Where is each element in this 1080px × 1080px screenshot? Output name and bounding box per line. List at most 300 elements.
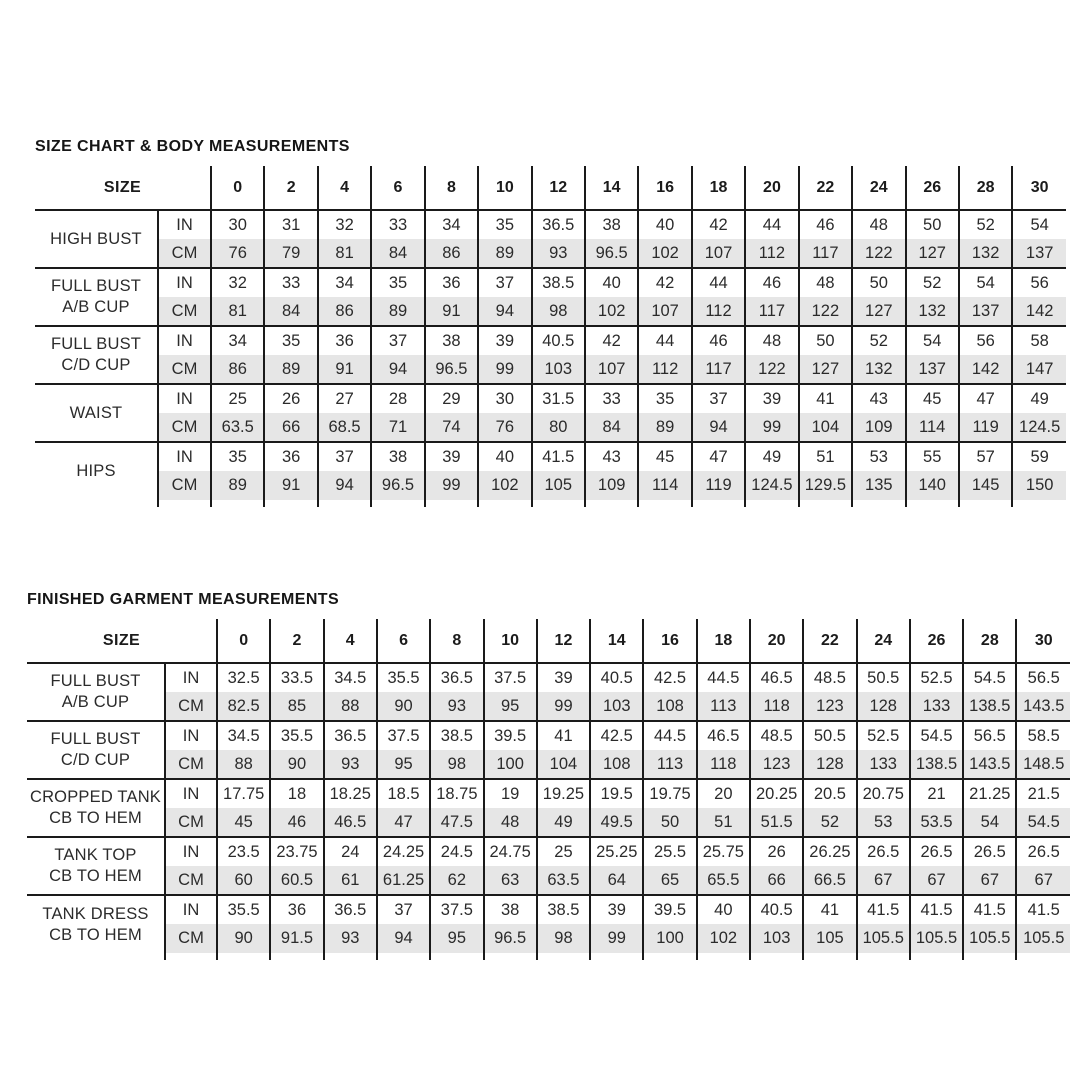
value-cell-in: 39.5: [643, 895, 696, 924]
value-cell-cm: 145: [959, 471, 1012, 500]
value-cell-in: 50.5: [857, 663, 910, 692]
value-cell-cm: 49.5: [590, 808, 643, 837]
unit-label-cm: CM: [158, 239, 211, 268]
value-cell-cm: 113: [697, 692, 750, 721]
value-cell-in: 43: [585, 442, 638, 471]
value-cell-cm: 46: [270, 808, 323, 837]
value-cell-cm: 89: [638, 413, 691, 442]
value-cell-cm: 132: [959, 239, 1012, 268]
value-cell-in: 56: [959, 326, 1012, 355]
value-cell-cm: 47.5: [430, 808, 483, 837]
value-cell-in: 46: [799, 210, 852, 239]
value-cell-cm: 93: [430, 692, 483, 721]
measurement-label-line: WAIST: [69, 403, 123, 422]
value-cell-in: 40.5: [590, 663, 643, 692]
value-cell-in: 38: [585, 210, 638, 239]
value-cell-cm: 98: [532, 297, 585, 326]
value-cell-in: 36: [318, 326, 371, 355]
value-cell-cm: 64: [590, 866, 643, 895]
value-cell-in: 37: [692, 384, 745, 413]
measurement-row-cm: [27, 750, 1070, 779]
value-cell-in: 38: [425, 326, 478, 355]
size-column-header: 28: [963, 619, 1016, 663]
value-cell-cm: 99: [537, 692, 590, 721]
value-cell-in: 33.5: [270, 663, 323, 692]
value-cell-in: 34: [211, 326, 264, 355]
value-cell-cm: 74: [425, 413, 478, 442]
value-cell-cm: 148.5: [1016, 750, 1070, 779]
value-cell-cm: 46.5: [324, 808, 377, 837]
measurement-label-line: C/D CUP: [60, 751, 131, 769]
value-cell-cm: 102: [638, 239, 691, 268]
value-cell-in: 50: [852, 268, 905, 297]
value-cell-in: 37: [318, 442, 371, 471]
size-column-header: 10: [484, 619, 537, 663]
value-cell-cm: 86: [318, 297, 371, 326]
tail-spacer: [27, 953, 165, 960]
value-cell-in: 48.5: [803, 663, 856, 692]
unit-label-cm: CM: [158, 471, 211, 500]
size-column-header: 20: [750, 619, 803, 663]
value-cell-cm: 107: [585, 355, 638, 384]
value-cell-cm: 128: [803, 750, 856, 779]
value-cell-cm: 108: [643, 692, 696, 721]
size-column-header: 16: [643, 619, 696, 663]
tail-rule: [264, 500, 317, 507]
size-column-header: 2: [270, 619, 323, 663]
size-column-header: 30: [1012, 166, 1066, 210]
value-cell-in: 41: [537, 721, 590, 750]
value-cell-cm: 108: [590, 750, 643, 779]
measurement-label: [35, 442, 158, 500]
value-cell-cm: 112: [745, 239, 798, 268]
tail-rule: [963, 953, 1016, 960]
tail-rule: [371, 500, 424, 507]
measurement-label-line: CB TO HEM: [49, 867, 142, 885]
value-cell-in: 24.5: [430, 837, 483, 866]
size-column-header: 8: [430, 619, 483, 663]
value-cell-in: 55: [906, 442, 959, 471]
value-cell-in: 49: [745, 442, 798, 471]
value-cell-in: 41.5: [532, 442, 585, 471]
value-cell-in: 46.5: [697, 721, 750, 750]
value-cell-cm: 94: [692, 413, 745, 442]
tail-rule: [803, 953, 856, 960]
value-cell-cm: 142: [1012, 297, 1066, 326]
value-cell-cm: 129.5: [799, 471, 852, 500]
value-cell-in: 40: [638, 210, 691, 239]
value-cell-in: 29: [425, 384, 478, 413]
value-cell-cm: 98: [537, 924, 590, 953]
value-cell-cm: 84: [371, 239, 424, 268]
unit-label-cm: CM: [158, 413, 211, 442]
value-cell-in: 56.5: [963, 721, 1016, 750]
value-cell-cm: 127: [852, 297, 905, 326]
measurement-row-in: [35, 442, 1066, 471]
measurement-label-line: A/B CUP: [62, 298, 130, 316]
value-cell-cm: 96.5: [484, 924, 537, 953]
size-header-row: [27, 619, 1070, 663]
value-cell-in: 38: [484, 895, 537, 924]
size-column-header: 24: [857, 619, 910, 663]
unit-label-cm: CM: [158, 297, 211, 326]
value-cell-in: 18.5: [377, 779, 430, 808]
value-cell-cm: 102: [478, 471, 531, 500]
value-cell-in: 25.75: [697, 837, 750, 866]
value-cell-in: 21.25: [963, 779, 1016, 808]
size-column-header: 30: [1016, 619, 1070, 663]
measurement-label-line: TANK DRESS: [42, 904, 149, 923]
value-cell-cm: 89: [264, 355, 317, 384]
tail-rule: [318, 500, 371, 507]
value-cell-cm: 81: [318, 239, 371, 268]
tail-rule: [906, 500, 959, 507]
value-cell-cm: 94: [377, 924, 430, 953]
value-cell-cm: 113: [643, 750, 696, 779]
measurement-label-line: FULL BUST: [50, 730, 141, 749]
value-cell-cm: 118: [697, 750, 750, 779]
value-cell-in: 34: [425, 210, 478, 239]
value-cell-cm: 51: [697, 808, 750, 837]
value-cell-in: 25.25: [590, 837, 643, 866]
value-cell-in: 26.5: [910, 837, 963, 866]
tail-rule: [217, 953, 270, 960]
value-cell-in: 19.25: [537, 779, 590, 808]
value-cell-cm: 91: [425, 297, 478, 326]
value-cell-in: 59: [1012, 442, 1066, 471]
value-cell-cm: 54.5: [1016, 808, 1070, 837]
value-cell-cm: 93: [324, 750, 377, 779]
value-cell-cm: 132: [852, 355, 905, 384]
unit-label-cm: CM: [165, 750, 217, 779]
value-cell-cm: 105.5: [963, 924, 1016, 953]
value-cell-in: 52: [852, 326, 905, 355]
value-cell-cm: 93: [532, 239, 585, 268]
value-cell-cm: 47: [377, 808, 430, 837]
value-cell-in: 39: [537, 663, 590, 692]
value-cell-cm: 90: [377, 692, 430, 721]
body-measurements-table: [35, 166, 1066, 507]
value-cell-in: 19.75: [643, 779, 696, 808]
value-cell-cm: 102: [697, 924, 750, 953]
tail-rule: [211, 500, 264, 507]
value-cell-in: 36: [425, 268, 478, 297]
value-cell-in: 53: [852, 442, 905, 471]
value-cell-in: 40.5: [532, 326, 585, 355]
unit-label-cm: CM: [165, 924, 217, 953]
measurement-row-cm: [27, 692, 1070, 721]
body-measurements-section: [35, 138, 1066, 507]
value-cell-in: 47: [959, 384, 1012, 413]
value-cell-in: 32: [318, 210, 371, 239]
value-cell-cm: 123: [750, 750, 803, 779]
value-cell-in: 37: [371, 326, 424, 355]
tail-rule: [692, 500, 745, 507]
value-cell-in: 41.5: [1016, 895, 1070, 924]
value-cell-cm: 99: [425, 471, 478, 500]
tail-rule: [158, 500, 211, 507]
value-cell-in: 50: [906, 210, 959, 239]
tail-rule: [324, 953, 377, 960]
value-cell-cm: 143.5: [963, 750, 1016, 779]
value-cell-in: 57: [959, 442, 1012, 471]
value-cell-cm: 127: [799, 355, 852, 384]
value-cell-in: 43: [852, 384, 905, 413]
value-cell-in: 26: [750, 837, 803, 866]
size-column-header: 26: [906, 166, 959, 210]
unit-label-in: IN: [165, 663, 217, 692]
measurement-row-cm: [35, 471, 1066, 500]
value-cell-in: 44.5: [697, 663, 750, 692]
value-cell-in: 38: [371, 442, 424, 471]
value-cell-cm: 95: [430, 924, 483, 953]
value-cell-in: 56.5: [1016, 663, 1070, 692]
size-column-header: 18: [697, 619, 750, 663]
size-column-header: 14: [585, 166, 638, 210]
unit-label-cm: CM: [165, 808, 217, 837]
value-cell-in: 42: [585, 326, 638, 355]
unit-label-in: IN: [165, 721, 217, 750]
value-cell-cm: 112: [692, 297, 745, 326]
value-cell-cm: 82.5: [217, 692, 270, 721]
measurement-label-line: TANK TOP: [54, 846, 137, 865]
value-cell-in: 30: [478, 384, 531, 413]
value-cell-cm: 91.5: [270, 924, 323, 953]
value-cell-in: 21: [910, 779, 963, 808]
measurement-row-in: [27, 663, 1070, 692]
value-cell-in: 40: [478, 442, 531, 471]
measurement-label-line: HIPS: [76, 462, 116, 481]
value-cell-in: 26.5: [1016, 837, 1070, 866]
unit-label-in: IN: [158, 384, 211, 413]
value-cell-in: 31: [264, 210, 317, 239]
measurement-label-line: FULL BUST: [50, 335, 142, 354]
value-cell-cm: 142: [959, 355, 1012, 384]
measurement-label: [35, 326, 158, 384]
measurement-row-cm: [27, 808, 1070, 837]
size-column-header: 6: [371, 166, 424, 210]
tail-rule: [857, 953, 910, 960]
value-cell-in: 25.5: [643, 837, 696, 866]
value-cell-cm: 61.25: [377, 866, 430, 895]
value-cell-cm: 100: [484, 750, 537, 779]
value-cell-cm: 94: [371, 355, 424, 384]
value-cell-cm: 96.5: [425, 355, 478, 384]
tail-rule: [638, 500, 691, 507]
tail-rule: [852, 500, 905, 507]
garment-measurements-table: [27, 619, 1070, 960]
measurement-row-cm: [35, 355, 1066, 384]
measurement-row-in: [27, 721, 1070, 750]
unit-label-in: IN: [158, 442, 211, 471]
size-column-header: 16: [638, 166, 691, 210]
value-cell-in: 35.5: [270, 721, 323, 750]
value-cell-in: 37: [478, 268, 531, 297]
value-cell-cm: 137: [1012, 239, 1066, 268]
measurement-row-cm: [35, 413, 1066, 442]
value-cell-cm: 61: [324, 866, 377, 895]
value-cell-in: 30: [211, 210, 264, 239]
value-cell-in: 25: [537, 837, 590, 866]
value-cell-cm: 119: [692, 471, 745, 500]
value-cell-cm: 122: [799, 297, 852, 326]
value-cell-in: 44: [745, 210, 798, 239]
value-cell-cm: 66.5: [803, 866, 856, 895]
value-cell-cm: 76: [211, 239, 264, 268]
value-cell-in: 39: [425, 442, 478, 471]
value-cell-cm: 66: [264, 413, 317, 442]
value-cell-in: 38.5: [532, 268, 585, 297]
value-cell-in: 58: [1012, 326, 1066, 355]
value-cell-in: 39: [478, 326, 531, 355]
value-cell-cm: 84: [264, 297, 317, 326]
value-cell-in: 32.5: [217, 663, 270, 692]
tail-rule: [478, 500, 531, 507]
value-cell-cm: 89: [371, 297, 424, 326]
value-cell-cm: 112: [638, 355, 691, 384]
measurement-row-in: [27, 837, 1070, 866]
value-cell-in: 45: [906, 384, 959, 413]
value-cell-in: 35: [638, 384, 691, 413]
garment-measurements-title: FINISHED GARMENT MEASUREMENTS: [27, 591, 340, 608]
value-cell-in: 18: [270, 779, 323, 808]
tail-rule: [484, 953, 537, 960]
value-cell-cm: 138.5: [910, 750, 963, 779]
value-cell-cm: 140: [906, 471, 959, 500]
value-cell-in: 34.5: [217, 721, 270, 750]
size-column-header: 14: [590, 619, 643, 663]
tail-rule: [1016, 953, 1070, 960]
value-cell-cm: 88: [324, 692, 377, 721]
measurement-label-line: A/B CUP: [61, 693, 130, 711]
value-cell-cm: 105: [803, 924, 856, 953]
value-cell-in: 31.5: [532, 384, 585, 413]
value-cell-cm: 68.5: [318, 413, 371, 442]
value-cell-in: 41.5: [963, 895, 1016, 924]
value-cell-cm: 60: [217, 866, 270, 895]
value-cell-in: 40: [697, 895, 750, 924]
value-cell-in: 54.5: [910, 721, 963, 750]
tail-rule: [959, 500, 1012, 507]
value-cell-in: 20.5: [803, 779, 856, 808]
value-cell-cm: 100: [643, 924, 696, 953]
value-cell-cm: 105.5: [910, 924, 963, 953]
value-cell-in: 26.25: [803, 837, 856, 866]
tail-rule: [643, 953, 696, 960]
value-cell-cm: 138.5: [963, 692, 1016, 721]
value-cell-in: 52: [959, 210, 1012, 239]
value-cell-in: 17.75: [217, 779, 270, 808]
value-cell-cm: 71: [371, 413, 424, 442]
value-cell-cm: 103: [750, 924, 803, 953]
size-column-header: 0: [211, 166, 264, 210]
value-cell-cm: 128: [857, 692, 910, 721]
value-cell-in: 44: [692, 268, 745, 297]
value-cell-in: 47: [692, 442, 745, 471]
value-cell-cm: 117: [799, 239, 852, 268]
measurement-label: [27, 779, 165, 837]
size-column-header: 0: [217, 619, 270, 663]
value-cell-in: 41: [803, 895, 856, 924]
value-cell-in: 48: [799, 268, 852, 297]
value-cell-cm: 132: [906, 297, 959, 326]
tail-rule: [910, 953, 963, 960]
value-cell-cm: 85: [270, 692, 323, 721]
size-header-row: [35, 166, 1066, 210]
measurement-label: [27, 721, 165, 779]
tail-rule: [590, 953, 643, 960]
value-cell-in: 48.5: [750, 721, 803, 750]
value-cell-in: 35.5: [217, 895, 270, 924]
measurement-row-cm: [35, 239, 1066, 268]
value-cell-cm: 137: [906, 355, 959, 384]
value-cell-in: 33: [585, 384, 638, 413]
value-cell-cm: 90: [217, 924, 270, 953]
value-cell-in: 37: [377, 895, 430, 924]
value-cell-cm: 96.5: [371, 471, 424, 500]
unit-label-in: IN: [158, 210, 211, 239]
value-cell-cm: 137: [959, 297, 1012, 326]
size-column-header: 4: [324, 619, 377, 663]
value-cell-in: 40.5: [750, 895, 803, 924]
size-column-header: 6: [377, 619, 430, 663]
value-cell-in: 54: [959, 268, 1012, 297]
tail-spacer: [35, 500, 158, 507]
unit-label-in: IN: [158, 268, 211, 297]
value-cell-cm: 96.5: [585, 239, 638, 268]
value-cell-cm: 86: [425, 239, 478, 268]
tail-rule: [745, 500, 798, 507]
value-cell-in: 56: [1012, 268, 1066, 297]
value-cell-in: 42.5: [590, 721, 643, 750]
value-cell-cm: 127: [906, 239, 959, 268]
value-cell-in: 19.5: [590, 779, 643, 808]
value-cell-cm: 90: [270, 750, 323, 779]
tail-rule: [697, 953, 750, 960]
table-tail-row: [27, 953, 1070, 960]
value-cell-cm: 48: [484, 808, 537, 837]
value-cell-in: 42: [638, 268, 691, 297]
value-cell-in: 18.25: [324, 779, 377, 808]
value-cell-cm: 91: [264, 471, 317, 500]
value-cell-cm: 133: [857, 750, 910, 779]
value-cell-cm: 99: [590, 924, 643, 953]
value-cell-in: 39.5: [484, 721, 537, 750]
value-cell-in: 35: [478, 210, 531, 239]
size-column-header: 22: [803, 619, 856, 663]
unit-label-cm: CM: [165, 692, 217, 721]
value-cell-cm: 122: [852, 239, 905, 268]
value-cell-cm: 124.5: [1012, 413, 1066, 442]
value-cell-in: 41.5: [910, 895, 963, 924]
value-cell-cm: 95: [377, 750, 430, 779]
value-cell-cm: 67: [857, 866, 910, 895]
value-cell-cm: 88: [217, 750, 270, 779]
size-column-header: 12: [537, 619, 590, 663]
size-column-header: 26: [910, 619, 963, 663]
value-cell-in: 24.25: [377, 837, 430, 866]
value-cell-in: 34: [318, 268, 371, 297]
value-cell-cm: 66: [750, 866, 803, 895]
value-cell-cm: 94: [478, 297, 531, 326]
value-cell-in: 38.5: [430, 721, 483, 750]
value-cell-in: 37.5: [377, 721, 430, 750]
value-cell-cm: 119: [959, 413, 1012, 442]
value-cell-cm: 105: [532, 471, 585, 500]
value-cell-in: 20: [697, 779, 750, 808]
value-cell-cm: 104: [799, 413, 852, 442]
measurement-label-line: HIGH BUST: [50, 229, 142, 248]
